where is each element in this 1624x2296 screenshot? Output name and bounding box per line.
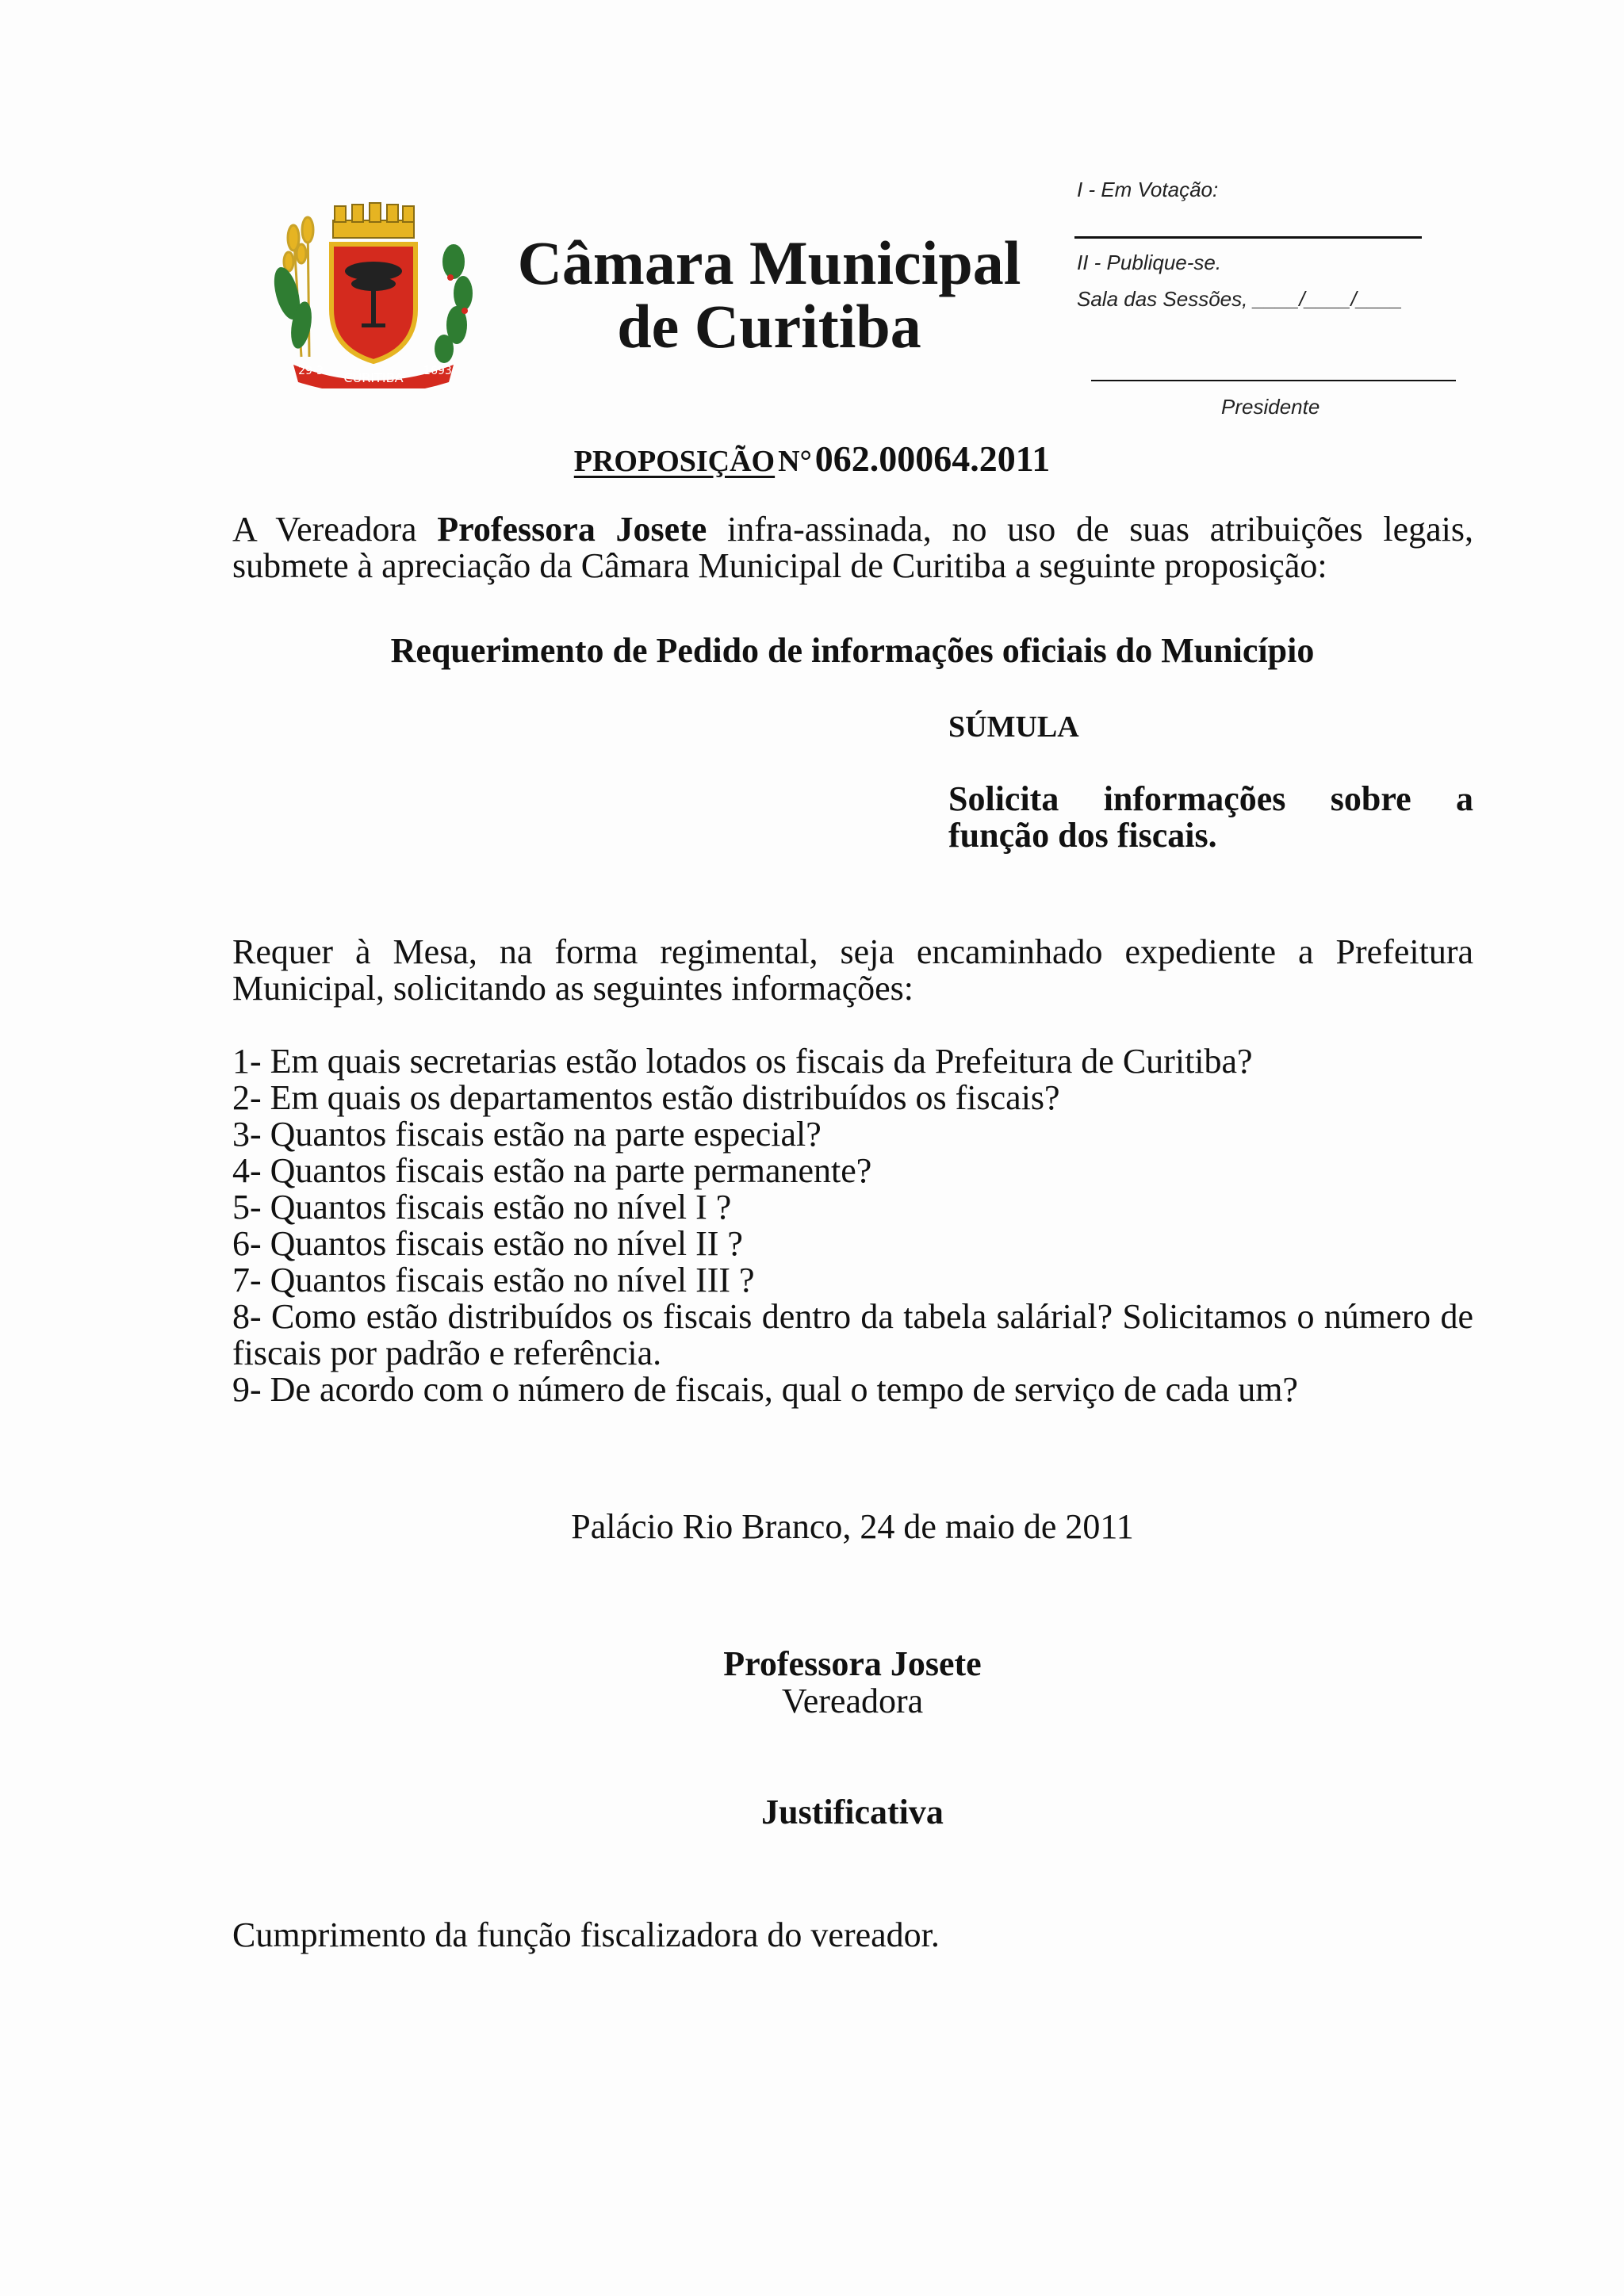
publish-label: II - Publique-se.	[1077, 251, 1222, 274]
signature-role: Vereadora	[781, 1682, 924, 1720]
intro-prefix: A Vereadora	[232, 510, 438, 549]
question-item: 1- Em quais secretarias estão lotados os fiscais da Prefeitura de Curitiba?	[232, 1042, 1253, 1081]
question-item: 4- Quantos fiscais estão na parte permanente?	[232, 1151, 872, 1190]
subject-heading: Requerimento de Pedido de informações oficiais do Município	[390, 631, 1315, 670]
question-item: 3- Quantos fiscais estão na parte especial?	[232, 1115, 822, 1154]
institution-title-line2: de Curitiba	[617, 292, 921, 361]
question-item: 6- Quantos fiscais estão no nível II ?	[232, 1224, 743, 1263]
institution-title	[492, 228, 1047, 361]
justification-title: Justificativa	[761, 1793, 944, 1831]
session-date-label: Sala das Sessões, ____/____/____	[1077, 287, 1403, 311]
question-item: 9- De acordo com o número de fiscais, qual o tempo de serviço de cada um?	[232, 1370, 1298, 1409]
question-item: 5- Quantos fiscais estão no nível I ?	[232, 1188, 732, 1226]
proposition-label: PROPOSIÇÃO	[573, 445, 776, 478]
voting-label: I - Em Votação:	[1077, 178, 1219, 201]
questions-list	[232, 1043, 1473, 1408]
justification-text: Cumprimento da função fiscalizadora do vereador.	[232, 1915, 940, 1954]
proposition-header	[0, 438, 1624, 480]
curitiba-coat-of-arms-icon	[270, 198, 477, 388]
question-item: 2- Em quais os departamentos estão distribuídos os fiscais?	[232, 1078, 1060, 1117]
sumula-text: Solicita informações sobre a função dos fiscais.	[948, 779, 1473, 855]
intro-suffix: infra-assinada, no uso de suas atribuições legais, submete à apreciação da Câmara Municipal de Curitiba a seguinte proposição:	[232, 510, 1473, 585]
place-date: Palácio Rio Branco, 24 de maio de 2011	[571, 1507, 1134, 1546]
signature-name: Professora Josete	[723, 1644, 982, 1683]
question-item: 7- Quantos fiscais estão no nível III ?	[232, 1261, 755, 1299]
request-paragraph: Requer à Mesa, na forma regimental, seja encaminhado expediente a Prefeitura Municipal, solicitando as seguintes informações:	[232, 932, 1473, 1008]
proposition-number: 062.00064.2011	[814, 438, 1051, 479]
intro-paragraph	[232, 511, 1473, 584]
sumula-label: SÚMULA	[948, 710, 1079, 744]
question-item: 8- Como estão distribuídos os fiscais dentro da tabela salárial? Solicitamos o número de fiscais por padrão e referência.	[232, 1297, 1473, 1372]
crest-left-text: 29-3	[298, 365, 324, 377]
president-label: Presidente	[1221, 395, 1320, 419]
institution-title-line1: Câmara Municipal	[517, 228, 1021, 297]
crest-banner-text: CURITIBA	[343, 370, 404, 385]
president-signature-line	[1091, 380, 1456, 381]
proposition-number-symbol: N°	[778, 445, 812, 478]
voting-line	[1074, 236, 1422, 239]
intro-councilor-name: Professora Josete	[437, 510, 707, 549]
crest-right-text: 1693	[423, 365, 452, 377]
